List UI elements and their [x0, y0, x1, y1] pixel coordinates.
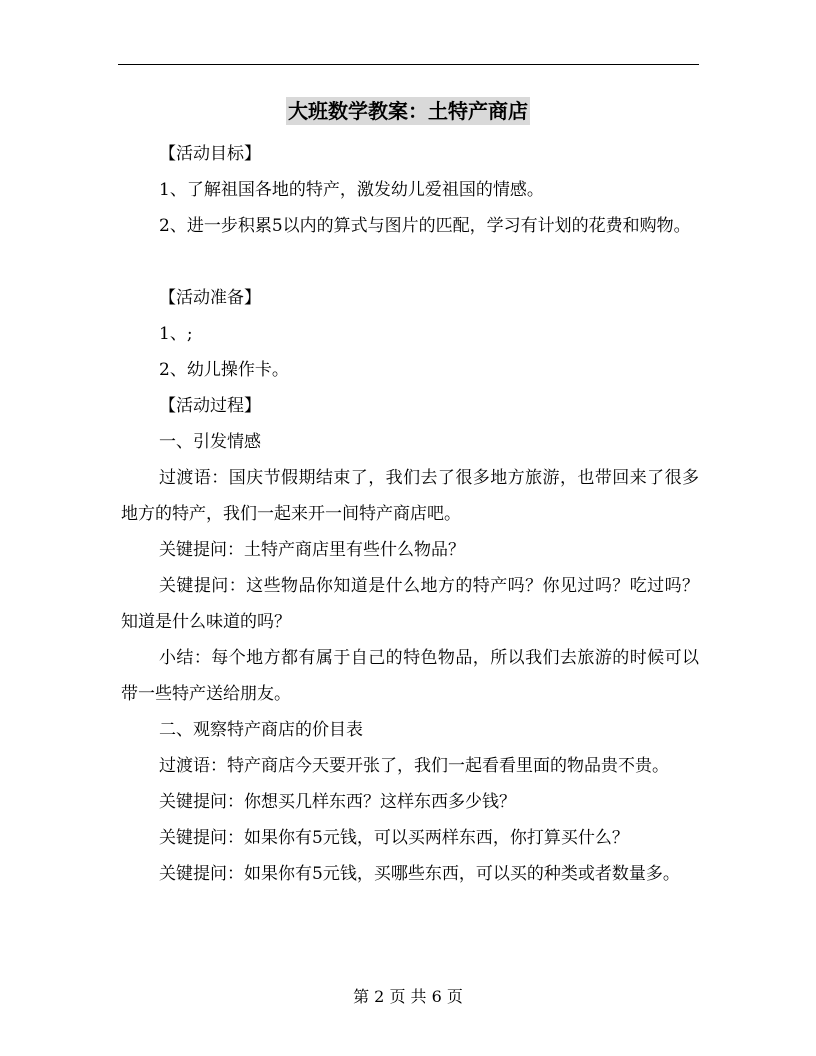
paragraph-9: 过渡语：国庆节假期结束了，我们去了很多地方旅游，也带回来了很多地方的特产，我们一起来开一间特产商店吧。: [121, 468, 699, 524]
paragraph-1: 【活动目标】: [159, 144, 261, 164]
paragraph-8: 一、引发情感: [159, 432, 261, 452]
paragraph-4: 【活动准备】: [159, 288, 261, 308]
document-title: 大班数学教案：土特产商店: [288, 99, 528, 123]
paragraph-5: 1、;: [159, 324, 193, 344]
paragraph-10: 关键提问：土特产商店里有些什么物品？: [159, 540, 465, 560]
paragraph-11: 关键提问：这些物品你知道是什么地方的特产吗？你见过吗？吃过吗？知道是什么味道的吗？: [121, 576, 699, 632]
paragraph-6: 2、幼儿操作卡。: [159, 360, 289, 380]
paragraph-7: 【活动过程】: [159, 396, 261, 416]
paragraph-2: 1、了解祖国各地的特产，激发幼儿爱祖国的情感。: [159, 180, 544, 200]
paragraph-15: 关键提问：你想买几样东西？这样东西多少钱？: [159, 792, 516, 812]
paragraph-16: 关键提问：如果你有5元钱，可以买两样东西，你打算买什么？: [159, 828, 629, 848]
page-footer: 第 2 页 共 6 页: [353, 987, 463, 1006]
paragraph-3: 2、进一步积累5以内的算式与图片的匹配，学习有计划的花费和购物。: [159, 216, 691, 236]
paragraph-12: 小结：每个地方都有属于自己的特色物品，所以我们去旅游的时候可以带一些特产送给朋友。: [121, 648, 699, 704]
title-container: [0, 97, 816, 125]
paragraph-17: 关键提问：如果你有5元钱，买哪些东西，可以买的种类或者数量多。: [159, 864, 680, 884]
paragraph-14: 过渡语：特产商店今天要开张了，我们一起看看里面的物品贵不贵。: [159, 756, 669, 776]
header-rule: [118, 64, 699, 65]
paragraph-13: 二、观察特产商店的价目表: [159, 720, 363, 740]
